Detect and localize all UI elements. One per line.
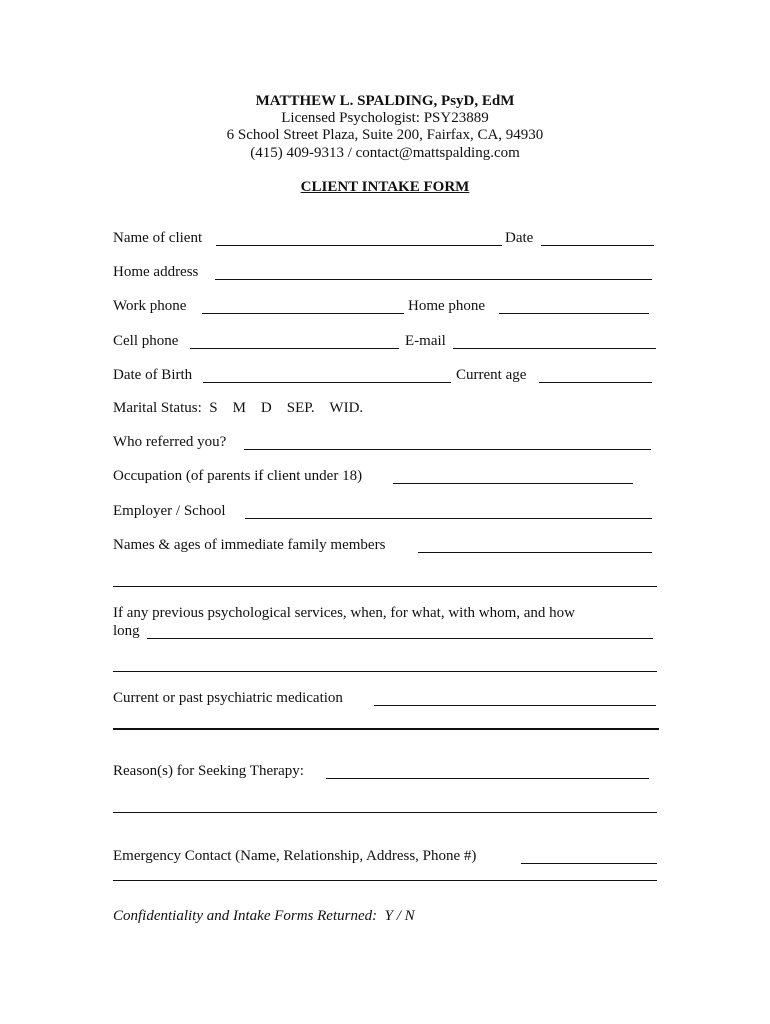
previous-services-field-line-2[interactable] [113,671,657,672]
current-age-field[interactable] [539,382,652,383]
license-number: Licensed Psychologist: PSY23889 [281,110,489,126]
date-label: Date [505,230,534,246]
section-divider [113,728,659,730]
office-address: 6 School Street Plaza, Suite 200, Fairfax, CA, 94930 [226,127,544,143]
work-phone-field[interactable] [202,313,404,314]
current-age-label: Current age [456,367,527,383]
employer-school-label: Employer / School [113,503,226,519]
home-address-field[interactable] [215,279,652,280]
previous-services-label-cont: long [113,623,140,639]
family-members-field-line-2[interactable] [113,586,657,587]
form-title: CLIENT INTAKE FORM [300,179,470,195]
occupation-label: Occupation (of parents if client under 18) [113,468,363,484]
work-phone-label: Work phone [113,298,187,314]
date-of-birth-field[interactable] [203,382,451,383]
name-of-client-field[interactable] [216,245,502,246]
date-of-birth-label: Date of Birth [113,367,193,383]
medication-field[interactable] [374,705,656,706]
emergency-contact-field[interactable] [521,863,657,864]
reasons-for-therapy-label: Reason(s) for Seeking Therapy: [113,763,304,779]
emergency-contact-field-line-2[interactable] [113,880,657,881]
cell-phone-field[interactable] [190,348,399,349]
email-field[interactable] [453,348,656,349]
family-members-field[interactable] [418,552,652,553]
employer-school-field[interactable] [245,518,652,519]
reasons-for-therapy-field-line-2[interactable] [113,812,657,813]
email-label: E-mail [405,333,446,349]
name-of-client-label: Name of client [113,230,203,246]
contact-info: (415) 409-9313 / contact@mattspalding.com [250,145,520,161]
family-members-label: Names & ages of immediate family members [113,537,386,553]
referred-by-label: Who referred you? [113,434,227,450]
date-field[interactable] [541,245,654,246]
cell-phone-label: Cell phone [113,333,179,349]
home-phone-label: Home phone [408,298,486,314]
referred-by-field[interactable] [244,449,651,450]
home-phone-field[interactable] [499,313,649,314]
previous-services-label: If any previous psychological services, when, for what, with whom, and how [113,605,575,621]
confidentiality-forms-returned: Confidentiality and Intake Forms Returned: Y / N [113,908,415,924]
medication-label: Current or past psychiatric medication [113,690,343,706]
home-address-label: Home address [113,264,199,280]
emergency-contact-label: Emergency Contact (Name, Relationship, Address, Phone #) [113,848,477,864]
reasons-for-therapy-field[interactable] [326,778,649,779]
previous-services-field[interactable] [147,638,653,639]
marital-status-options[interactable]: Marital Status: S M D SEP. WID. [113,400,364,416]
psychologist-name: MATTHEW L. SPALDING, PsyD, EdM [255,93,515,109]
occupation-field[interactable] [393,483,633,484]
